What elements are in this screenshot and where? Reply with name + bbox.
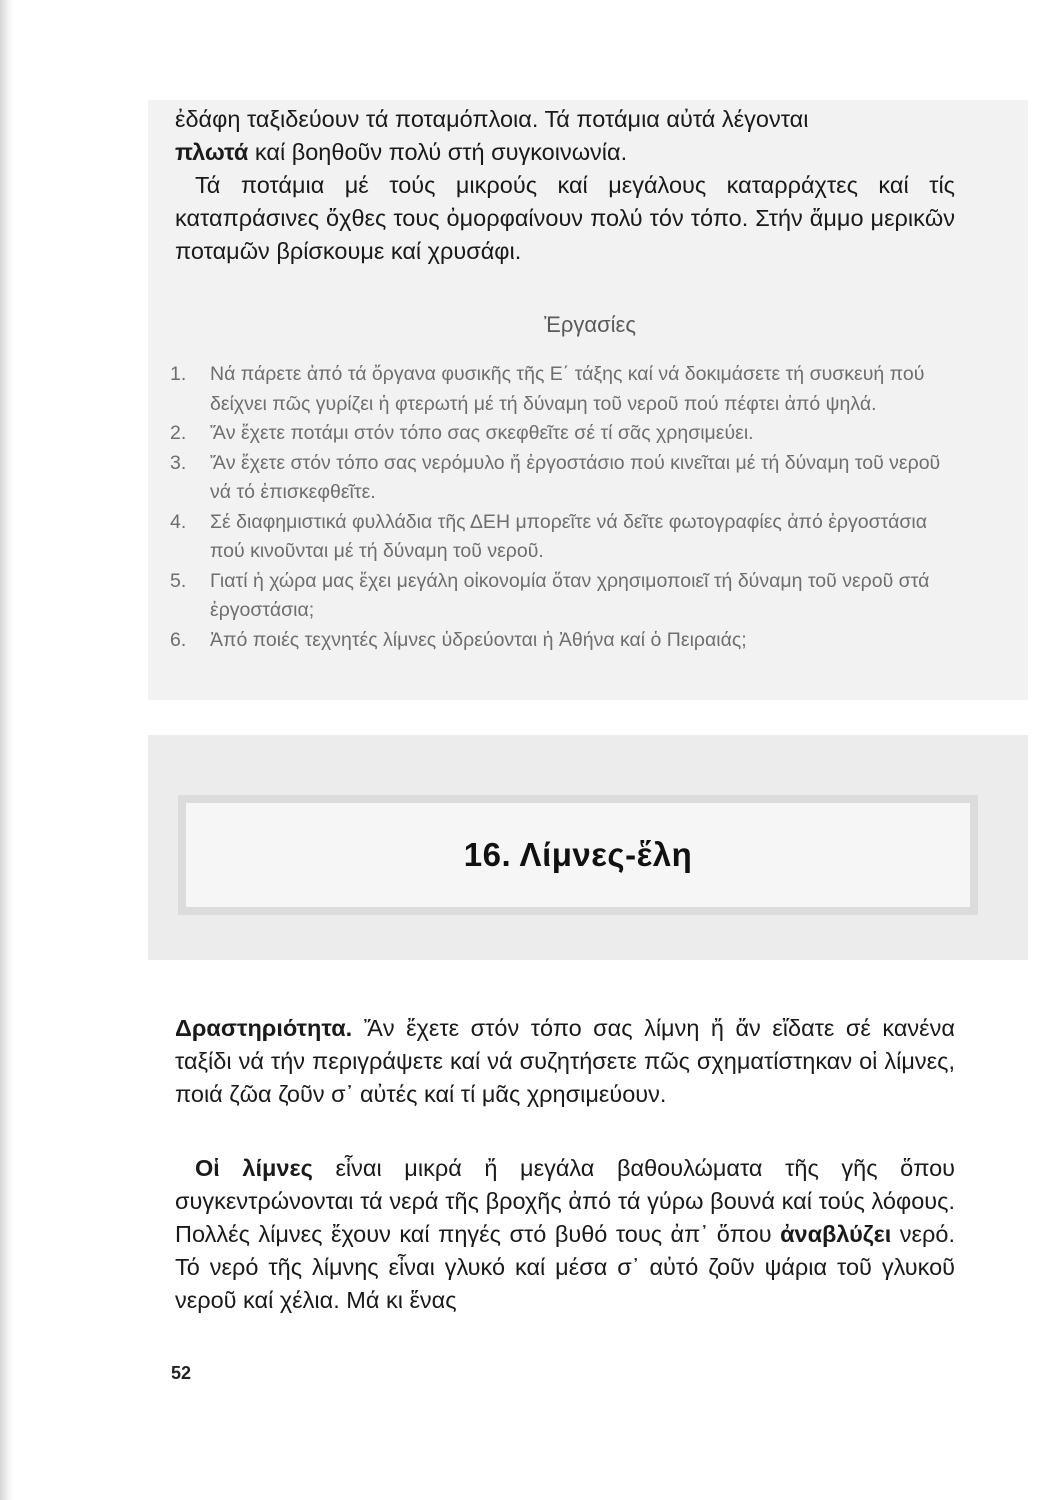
top-line-2 [175, 136, 955, 169]
bold-anavlyzei: ἀναβλύζει [780, 1221, 892, 1247]
top-line-2-rest: καί βοηθοῦν πολύ στή συγκοινωνία. [248, 139, 628, 165]
lakes-text [175, 1152, 955, 1317]
top-paragraph [175, 103, 955, 268]
activity-paragraph [175, 1012, 955, 1111]
lakes-paragraph [175, 1152, 955, 1317]
page-edge [0, 0, 14, 1500]
top-line-1: ἐδάφη ταξιδεύουν τά ποταμόπλοια. Τά ποτάμια αὐτά λέγονται [175, 106, 809, 132]
task-item [170, 567, 950, 626]
task-item [170, 508, 950, 567]
task-text: Σέ διαφημιστικά φυλλάδια τῆς ΔΕΗ μπορεῖτε νά δεῖτε φωτογραφίες ἀπό ἐργοστάσια πού κινοῦνται μέ τή δύναμη τοῦ νεροῦ. [210, 510, 927, 562]
tasks-list [170, 360, 950, 655]
activity-body: Ἄν ἔχετε στόν τόπο σας λίμνη ἤ ἄν εἴδατε σέ κανένα ταξίδι νά τήν περιγράψετε καί νά συζητήσετε πῶς σχηματίστηκαν οἱ λίμνες, ποιά ζῶα ζοῦν σ᾽ αὐτές καί τί μᾶς χρησιμεύουν. [175, 1015, 955, 1107]
task-number: 4. [170, 510, 187, 533]
page-number: 52 [171, 1363, 192, 1383]
task-text: Ἄν ἔχετε ποτάμι στόν τόπο σας σκεφθεῖτε σέ τί σᾶς χρησιμεύει. [210, 422, 754, 444]
activity-text [175, 1012, 955, 1111]
task-text: Νά πάρετε ἀπό τά ὄργανα φυσικῆς τῆς Ε΄ τάξης καί νά δοκιμάσετε τή συσκευή πού δείχνει πῶς γυρίζει ἡ φτερωτή μέ τή δύναμη τοῦ νεροῦ πού πέφτει ἀπό ψηλά. [210, 363, 925, 415]
task-item [170, 626, 950, 656]
activity-label: Δραστηριότητα. [175, 1015, 353, 1041]
task-number: 6. [170, 628, 187, 651]
task-text: Γιατί ἡ χώρα μας ἔχει μεγάλη οἰκονομία ὅταν χρησιμοποιεῖ τή δύναμη τοῦ νεροῦ στά ἐργοστάσια; [210, 569, 930, 621]
task-item [170, 419, 950, 449]
task-number: 1. [170, 363, 187, 385]
task-number: 5. [170, 569, 187, 592]
lakes-part-2: νερό. Τό νερό τῆς λίμνης εἶναι γλυκό καί μέσα σ᾽ αὐτό ζοῦν ψάρια τοῦ γλυκοῦ νεροῦ καί χέλια. Μά κι ἕνας [175, 1221, 955, 1313]
task-text: Ἀπό ποιές τεχνητές λίμνες ὑδρεύονται ἡ Ἀθήνα καί ὁ Πειραιάς; [210, 628, 747, 651]
task-text: Ἄν ἔχετε στόν τόπο σας νερόμυλο ἤ ἐργοστάσιο πού κινεῖται μέ τή δύναμη τοῦ νεροῦ νά τό ἐπισκεφθεῖτε. [210, 451, 941, 503]
task-item [170, 449, 950, 508]
tasks-heading: Ἐργασίες [544, 312, 636, 337]
chapter-title-box [178, 795, 978, 915]
task-item [170, 360, 950, 419]
bold-lakes: Οἱ λίμνες [195, 1155, 313, 1181]
task-number: 2. [170, 422, 187, 444]
lakes-part-1: εἶναι μικρά ἤ μεγάλα βαθουλώματα τῆς γῆς ὅπου συγκεντρώνονται τά νερά τῆς βροχῆς ἀπό τά γύρω βουνά καί τούς λόφους. Πολλές λίμνες ἔχουν καί πηγές στό βυθό τους ἀπ᾽ ὅπου [175, 1155, 956, 1247]
task-number: 3. [170, 451, 187, 474]
bold-term-plota: πλωτά [175, 139, 249, 165]
chapter-title: 16. Λίμνες-ἕλη [463, 836, 693, 873]
top-paragraph-2: Τά ποτάμια μέ τούς μικρούς καί μεγάλους καταρράχτες καί τίς καταπράσινες ὄχθες τους ὀμορφαίνουν πολύ τόν τόπο. Στήν ἄμμο μερικῶν ποταμῶν βρίσκουμε καί χρυσάφι. [175, 172, 955, 264]
